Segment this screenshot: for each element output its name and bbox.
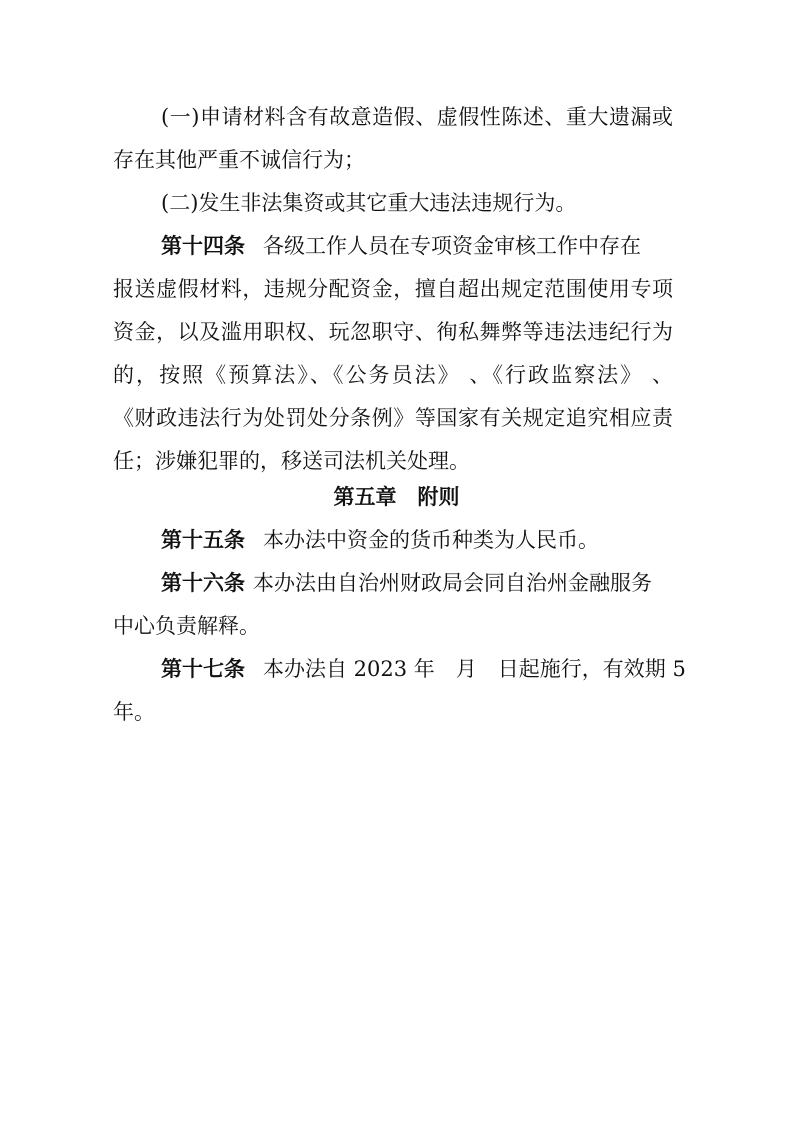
- article-17-text: 本办法自 2023 年 月 日起施行，有效期 5: [263, 657, 686, 681]
- article-14-label: 第十四条: [161, 234, 245, 258]
- article-14-line-2: 报送虚假材料，违规分配资金，擅自超出规定范围使用专项: [113, 277, 673, 301]
- article-15-text: 本办法中资金的货币种类为人民币。: [263, 528, 599, 552]
- article-14-line-5: 《财政违法行为处罚处分条例》等国家有关规定追究相应责: [113, 406, 673, 430]
- article-16-first-line: [161, 569, 652, 597]
- item-1-line-1: (一)申请材料含有故意造假、虚假性陈述、重大遗漏或: [161, 105, 673, 129]
- article-16-line-2: 中心负责解释。: [113, 614, 260, 638]
- item-1-line-2: 存在其他严重不诚信行为；: [113, 148, 365, 172]
- article-17-first-line: [161, 655, 686, 683]
- article-15-label: 第十五条: [161, 528, 245, 552]
- article-14-text: 各级工作人员在专项资金审核工作中存在: [263, 234, 641, 258]
- article-14-line-3: 资金，以及滥用职权、玩忽职守、徇私舞弊等违法违纪行为: [113, 320, 673, 344]
- article-15: [161, 526, 599, 554]
- chapter-title: 第五章 附则: [333, 485, 460, 509]
- article-14-line-4: 的，按照《预算法》、《公务员法》 、《行政监察法》 、: [113, 363, 673, 387]
- article-14-line-6: 任；涉嫌犯罪的，移送司法机关处理。: [113, 449, 470, 473]
- article-17-label: 第十七条: [161, 657, 245, 681]
- article-17-line-2: 年。: [113, 700, 155, 724]
- article-14-first-line: [161, 232, 641, 260]
- item-2: (二)发生非法集资或其它重大违法违规行为。: [161, 191, 577, 215]
- article-16-text: 本办法由自治州财政局会同自治州金融服务: [253, 571, 652, 595]
- article-16-label: 第十六条: [161, 571, 245, 595]
